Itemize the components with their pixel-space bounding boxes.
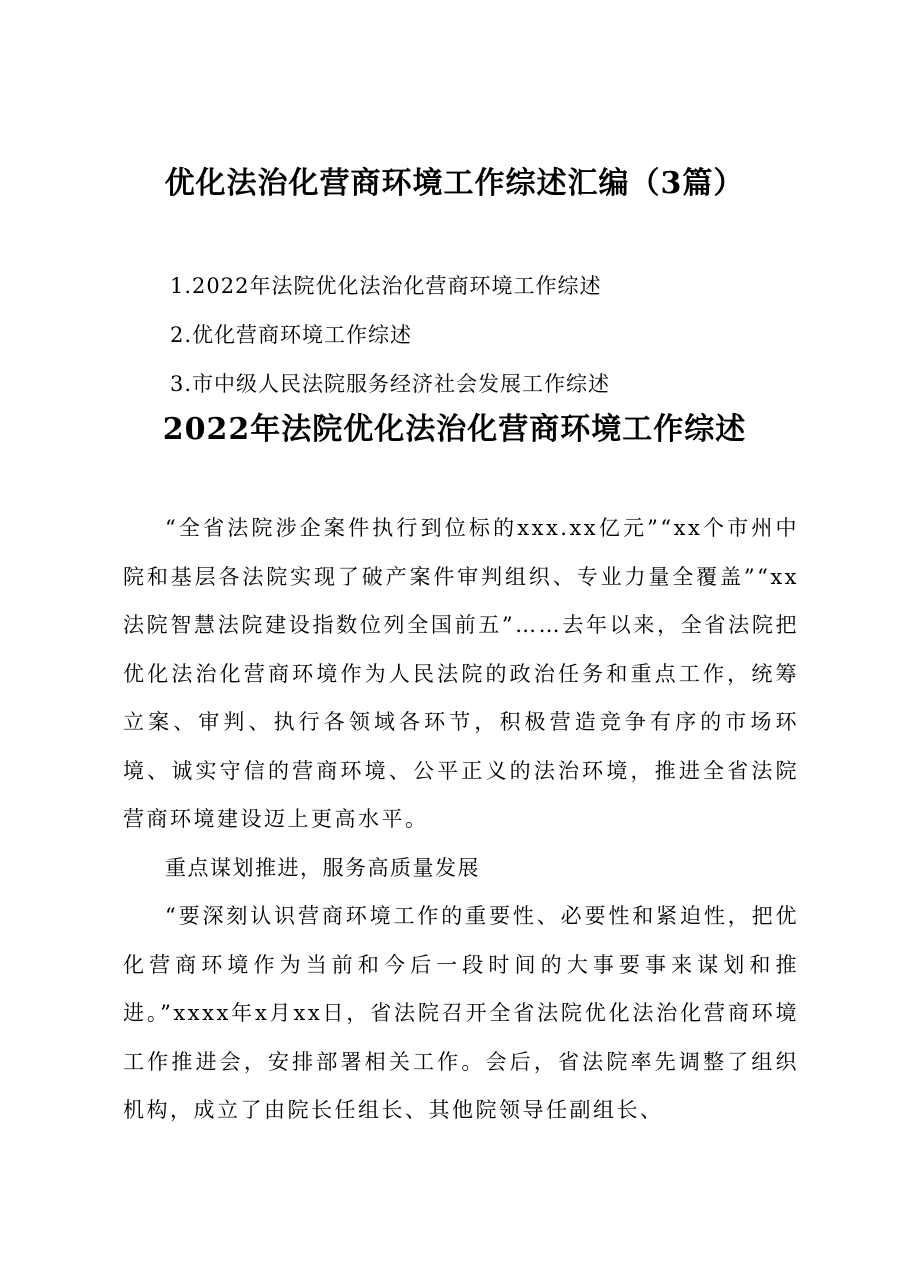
- section-title: 2022年法院优化法治化营商环境工作综述: [162, 412, 747, 447]
- toc-item-2: 2.优化营商环境工作综述: [170, 323, 413, 347]
- paragraph-body: “要深刻认识营商环境工作的重要性、必要性和紧迫性，把优化营商环境作为当前和今后一段时间的大事要事来谋划和推进。”xxxx年x月xx日，省法院召开全省法院优化法治化营商环境工作推进会，安排部署相关工作。会后，省法院率先调整了组织机构，成立了由院长任组长、其他院领导任副组长、: [123, 904, 799, 1122]
- table-of-contents: [170, 262, 850, 409]
- toc-item-3: 3.市中级人民法院服务经济社会发展工作综述: [170, 372, 611, 396]
- paragraph-intro: “全省法院涉企案件执行到位标的xxx.xx亿元”“xx个市州中院和基层各法院实现了破产案件审判组织、专业力量全覆盖”“xx法院智慧法院建设指数位列全国前五”……去年以来，全省法院把优化法治化营商环境作为人民法院的政治任务和重点工作，统筹立案、审判、执行各领域各环节，积极营造竞争有序的市场环境、诚实守信的营商环境、公平正义的法治环境，推进全省法院营商环境建设迈上更高水平。: [123, 516, 799, 831]
- document-title: 优化法治化营商环境工作综述汇编（3篇）: [164, 166, 745, 201]
- paragraph-subheading: 重点谋划推进，服务高质量发展: [165, 855, 480, 880]
- toc-item-1: 1.2022年法院优化法治化营商环境工作综述: [170, 274, 602, 298]
- body-text: [123, 504, 799, 1135]
